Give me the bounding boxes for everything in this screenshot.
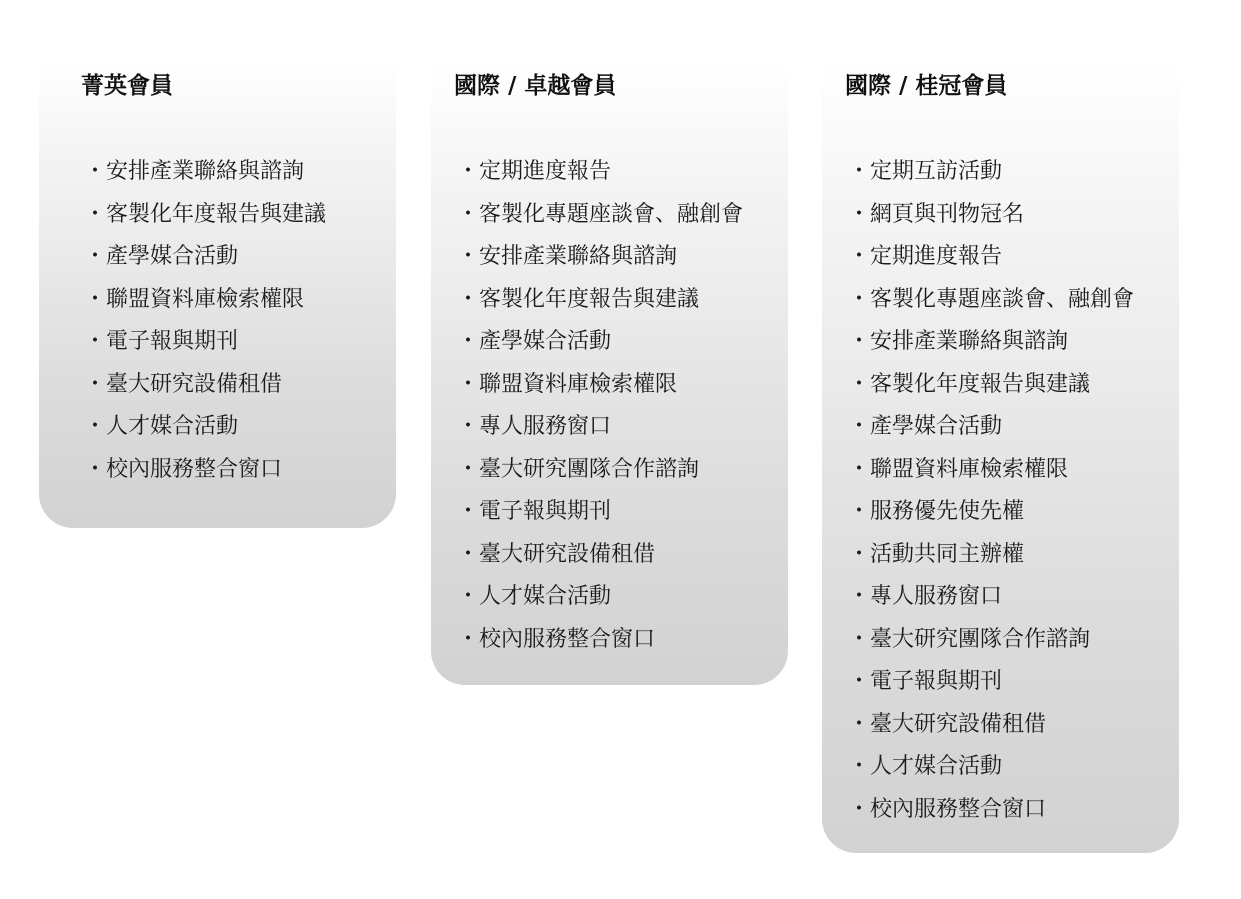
bullet-icon: ・ bbox=[848, 541, 871, 567]
bullet-icon: ・ bbox=[457, 499, 480, 524]
bullet-icon: ・ bbox=[457, 626, 480, 652]
benefit-item bbox=[822, 407, 1179, 450]
bullet-icon: ・ bbox=[848, 626, 871, 652]
bullet-icon: ・ bbox=[457, 414, 480, 439]
benefit-item bbox=[822, 705, 1179, 748]
benefit-item bbox=[822, 747, 1179, 790]
benefit-text: 聯盟資料庫檢索權限 bbox=[106, 286, 305, 312]
benefit-text: 產學媒合活動 bbox=[479, 329, 612, 354]
bullet-icon: ・ bbox=[457, 286, 480, 312]
benefit-item bbox=[431, 577, 788, 620]
bullet-icon: ・ bbox=[84, 456, 107, 482]
benefit-item bbox=[431, 365, 788, 408]
tier-title: 國際 / 卓越會員 bbox=[454, 73, 617, 99]
benefit-text: 電子報與期刊 bbox=[106, 329, 239, 354]
bullet-icon: ・ bbox=[848, 159, 871, 184]
benefit-text: 產學媒合活動 bbox=[106, 244, 239, 269]
benefit-item bbox=[822, 365, 1179, 408]
benefit-item bbox=[39, 322, 396, 365]
benefit-item bbox=[822, 577, 1179, 620]
benefit-item bbox=[822, 195, 1179, 238]
bullet-icon: ・ bbox=[848, 371, 871, 397]
bullet-icon: ・ bbox=[457, 541, 480, 567]
bullet-icon: ・ bbox=[84, 329, 107, 354]
benefit-text: 客製化年度報告與建議 bbox=[870, 371, 1091, 397]
benefit-item bbox=[431, 450, 788, 493]
benefit-item bbox=[822, 280, 1179, 323]
benefit-text: 產學媒合活動 bbox=[870, 414, 1003, 439]
benefit-item bbox=[822, 152, 1179, 195]
benefit-text: 人才媒合活動 bbox=[870, 754, 1003, 779]
benefit-item bbox=[822, 450, 1179, 493]
benefit-text: 校內服務整合窗口 bbox=[106, 456, 283, 482]
benefit-text: 臺大研究團隊合作諮詢 bbox=[870, 626, 1091, 652]
benefit-item bbox=[431, 535, 788, 578]
benefit-item bbox=[39, 237, 396, 280]
benefit-item bbox=[39, 280, 396, 323]
benefit-item bbox=[431, 322, 788, 365]
benefit-item bbox=[431, 195, 788, 238]
benefit-text: 安排產業聯絡與諮詢 bbox=[106, 159, 305, 184]
bullet-icon: ・ bbox=[457, 159, 480, 184]
benefit-item bbox=[822, 790, 1179, 833]
benefit-item bbox=[822, 535, 1179, 578]
benefit-text: 客製化專題座談會、融創會 bbox=[479, 201, 744, 227]
bullet-icon: ・ bbox=[848, 201, 871, 227]
benefit-text: 臺大研究設備租借 bbox=[106, 371, 283, 397]
bullet-icon: ・ bbox=[848, 499, 871, 524]
bullet-icon: ・ bbox=[84, 244, 107, 269]
benefit-text: 人才媒合活動 bbox=[479, 584, 612, 609]
bullet-icon: ・ bbox=[457, 371, 480, 397]
benefit-item bbox=[431, 407, 788, 450]
bullet-icon: ・ bbox=[848, 286, 871, 312]
benefit-text: 電子報與期刊 bbox=[479, 499, 612, 524]
tier-title: 菁英會員 bbox=[81, 73, 173, 99]
benefit-text: 客製化年度報告與建議 bbox=[479, 286, 700, 312]
benefit-text: 定期進度報告 bbox=[870, 244, 1003, 269]
benefit-text: 網頁與刊物冠名 bbox=[870, 201, 1025, 227]
benefit-item bbox=[822, 492, 1179, 535]
benefit-item bbox=[39, 407, 396, 450]
benefit-text: 臺大研究團隊合作諮詢 bbox=[479, 456, 700, 482]
benefit-text: 聯盟資料庫檢索權限 bbox=[870, 456, 1069, 482]
bullet-icon: ・ bbox=[848, 244, 871, 269]
bullet-icon: ・ bbox=[848, 329, 871, 354]
tier-title: 國際 / 桂冠會員 bbox=[845, 73, 1008, 99]
benefit-text: 安排產業聯絡與諮詢 bbox=[479, 244, 678, 269]
benefit-text: 臺大研究設備租借 bbox=[479, 541, 656, 567]
bullet-icon: ・ bbox=[84, 286, 107, 312]
benefit-item bbox=[39, 152, 396, 195]
benefit-item bbox=[39, 450, 396, 493]
bullet-icon: ・ bbox=[84, 414, 107, 439]
bullet-icon: ・ bbox=[848, 796, 871, 822]
benefit-text: 校內服務整合窗口 bbox=[479, 626, 656, 652]
benefit-item bbox=[431, 492, 788, 535]
bullet-icon: ・ bbox=[848, 584, 871, 609]
benefit-text: 定期互訪活動 bbox=[870, 159, 1003, 184]
benefit-item bbox=[822, 237, 1179, 280]
benefit-text: 定期進度報告 bbox=[479, 159, 612, 184]
benefit-item bbox=[822, 662, 1179, 705]
benefit-text: 電子報與期刊 bbox=[870, 669, 1003, 694]
bullet-icon: ・ bbox=[457, 329, 480, 354]
benefit-item bbox=[431, 620, 788, 663]
benefit-text: 聯盟資料庫檢索權限 bbox=[479, 371, 678, 397]
bullet-icon: ・ bbox=[457, 244, 480, 269]
benefit-item bbox=[822, 322, 1179, 365]
benefit-text: 人才媒合活動 bbox=[106, 414, 239, 439]
bullet-icon: ・ bbox=[457, 201, 480, 227]
benefit-text: 臺大研究設備租借 bbox=[870, 711, 1047, 737]
bullet-icon: ・ bbox=[848, 711, 871, 737]
benefit-item bbox=[431, 280, 788, 323]
benefit-item bbox=[39, 365, 396, 408]
benefit-text: 校內服務整合窗口 bbox=[870, 796, 1047, 822]
bullet-icon: ・ bbox=[848, 754, 871, 779]
benefit-item bbox=[431, 152, 788, 195]
benefit-item bbox=[431, 237, 788, 280]
bullet-icon: ・ bbox=[84, 371, 107, 397]
benefit-text: 服務優先使先權 bbox=[870, 499, 1025, 524]
benefit-text: 客製化專題座談會、融創會 bbox=[870, 286, 1135, 312]
benefit-item bbox=[822, 620, 1179, 663]
benefit-list bbox=[822, 152, 1179, 832]
benefit-text: 客製化年度報告與建議 bbox=[106, 201, 327, 227]
bullet-icon: ・ bbox=[457, 584, 480, 609]
benefit-text: 安排產業聯絡與諮詢 bbox=[870, 329, 1069, 354]
bullet-icon: ・ bbox=[84, 201, 107, 227]
benefit-list bbox=[431, 152, 788, 662]
benefit-list bbox=[39, 152, 396, 492]
bullet-icon: ・ bbox=[848, 414, 871, 439]
benefit-text: 專人服務窗口 bbox=[479, 414, 612, 439]
bullet-icon: ・ bbox=[848, 669, 871, 694]
benefit-text: 活動共同主辦權 bbox=[870, 541, 1025, 567]
benefit-text: 專人服務窗口 bbox=[870, 584, 1003, 609]
bullet-icon: ・ bbox=[848, 456, 871, 482]
benefit-item bbox=[39, 195, 396, 238]
bullet-icon: ・ bbox=[457, 456, 480, 482]
bullet-icon: ・ bbox=[84, 159, 107, 184]
